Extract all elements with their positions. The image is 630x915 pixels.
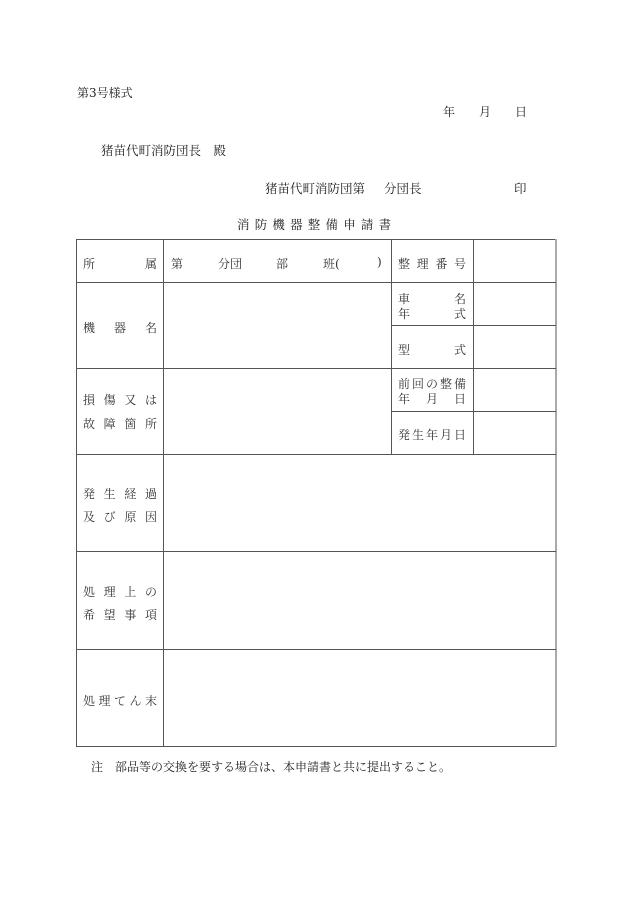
disposition-label: 処 理 て ん 末 bbox=[83, 694, 157, 708]
equipment-name-field[interactable] bbox=[164, 283, 391, 368]
requests-field[interactable] bbox=[164, 552, 555, 649]
date-month-label: 月 bbox=[479, 105, 492, 119]
form-number: 第3号様式 bbox=[77, 86, 133, 100]
last-maintenance-label-line1: 前 回 の 整 備 bbox=[398, 377, 466, 391]
last-maintenance-label-line2: 年 月 日 bbox=[398, 392, 466, 406]
requests-label-line1: 処 理 上 の bbox=[83, 585, 157, 599]
table-right-edge bbox=[555, 239, 557, 747]
management-number-label: 整 理 番 号 bbox=[398, 257, 466, 271]
affiliation-division: 部 bbox=[276, 257, 289, 271]
vehicle-name-label: 車 名 bbox=[398, 292, 466, 306]
model-year-label: 年 式 bbox=[398, 307, 466, 321]
damage-location-label-line1: 損 傷 又 は bbox=[83, 393, 157, 407]
applicant-prefix: 猪苗代町消防団第 bbox=[265, 181, 366, 196]
affiliation-label: 所 属 bbox=[83, 257, 157, 271]
addressee: 猪苗代町消防団長 殿 bbox=[101, 143, 227, 158]
occurrence-date-label: 発 生 年 月 日 bbox=[398, 428, 466, 442]
date-day-label: 日 bbox=[515, 105, 528, 119]
model-type-label: 型 式 bbox=[398, 343, 466, 357]
cause-field[interactable] bbox=[164, 455, 555, 551]
cause-label-line1: 発 生 経 過 bbox=[83, 487, 157, 501]
damage-location-label-line2: 故 障 箇 所 bbox=[83, 417, 157, 431]
affiliation-close-paren: ) bbox=[377, 255, 382, 269]
affiliation-prefix: 第 bbox=[171, 257, 184, 271]
model-type-field[interactable] bbox=[474, 326, 555, 368]
column-divider bbox=[391, 239, 392, 454]
applicant-suffix: 分団長 bbox=[384, 181, 422, 196]
seal-mark: 印 bbox=[514, 181, 527, 196]
disposition-field[interactable] bbox=[164, 650, 555, 746]
last-maintenance-date-field[interactable] bbox=[474, 369, 555, 411]
affiliation-squad: 班( bbox=[323, 257, 340, 271]
date-year-label: 年 bbox=[443, 105, 456, 119]
document-title: 消防機器整備申請書 bbox=[237, 217, 397, 232]
affiliation-branch: 分団 bbox=[218, 257, 243, 271]
equipment-name-label: 機 器 名 bbox=[83, 321, 157, 335]
vehicle-name-year-field[interactable] bbox=[474, 283, 555, 325]
damage-location-field[interactable] bbox=[164, 369, 391, 454]
requests-label-line2: 希 望 事 項 bbox=[83, 608, 157, 622]
occurrence-date-field[interactable] bbox=[474, 412, 555, 454]
management-number-field[interactable] bbox=[474, 240, 555, 282]
footnote: 注 部品等の交換を要する場合は、本申請書と共に提出すること。 bbox=[91, 760, 452, 774]
cause-label-line2: 及 び 原 因 bbox=[83, 510, 157, 524]
